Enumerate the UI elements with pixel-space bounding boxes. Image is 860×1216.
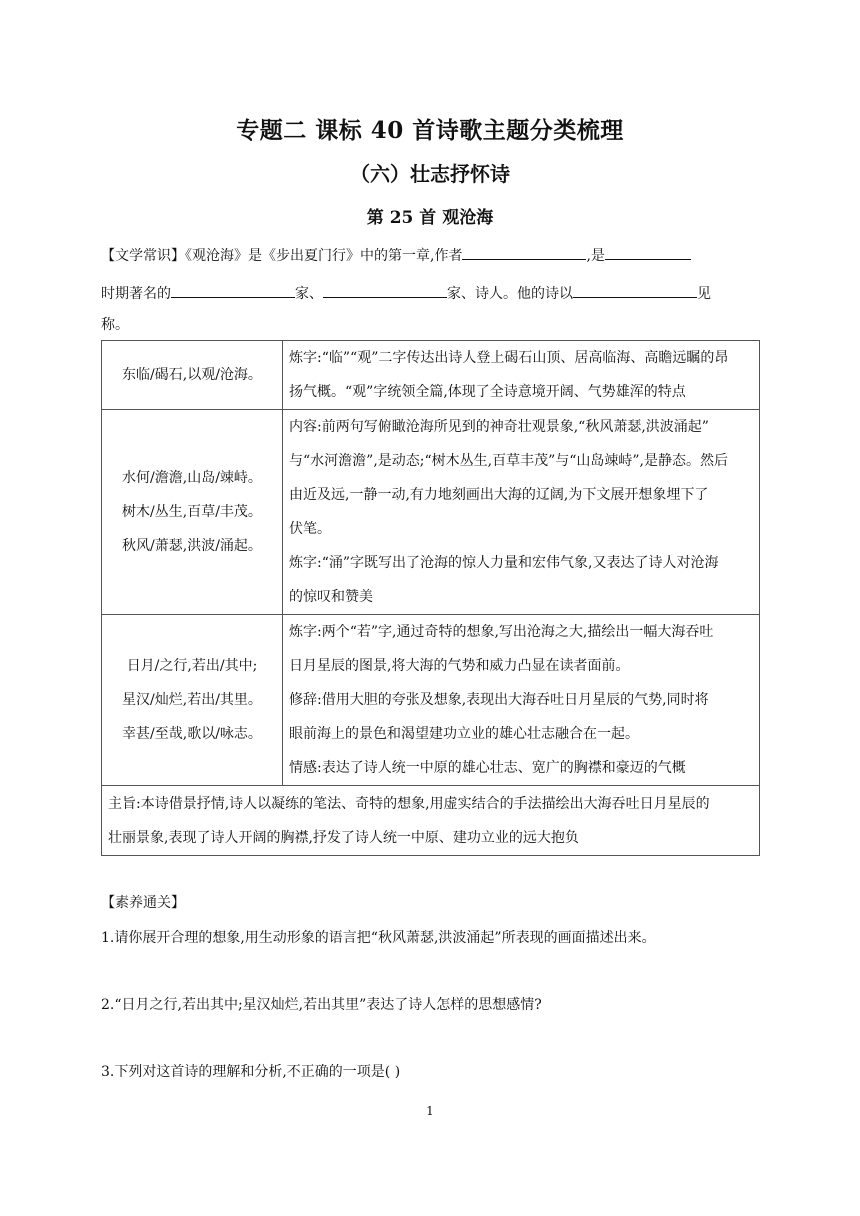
identity-blank-2[interactable] <box>323 283 447 298</box>
knowledge-text: 家、诗人。他的诗以 <box>447 286 573 302</box>
knowledge-text: 时期著名的 <box>101 286 171 302</box>
table-row <box>102 615 760 786</box>
poem-analysis-table <box>101 340 760 856</box>
analysis-line: 的惊叹和赞美 <box>289 589 373 605</box>
poem-title: 第 25 首 观沧海 <box>366 208 494 228</box>
analysis-line: 炼字:“涌”字既写出了沧海的惊人力量和宏伟气象,又表达了诗人对沧海 <box>289 555 719 571</box>
table-row <box>102 786 760 856</box>
theme-cell <box>102 786 760 856</box>
section-subtitle: （六）壮志抒怀诗 <box>350 162 510 186</box>
analysis-cell <box>283 615 760 786</box>
knowledge-line-2 <box>101 283 761 304</box>
page-number: 1 <box>426 1104 434 1118</box>
analysis-line: 日月星辰的图景,将大海的气势和威力凸显在读者面前。 <box>289 658 630 674</box>
analysis-line: 炼字:两个“若”字,通过奇特的想象,写出沧海之大,描绘出一幅大海吞吐 <box>289 624 714 640</box>
analysis-line: 眼前海上的景色和渴望建功立业的雄心壮志融合在一起。 <box>289 726 639 742</box>
analysis-line: 扬气概。“观”字统领全篇,体现了全诗意境开阔、气势雄浑的特点 <box>289 384 686 400</box>
analysis-line: 炼字:“临”“观”二字传达出诗人登上碣石山顶、居高临海、高瞻远瞩的昂 <box>289 350 729 366</box>
analysis-line: 内容:前两句写俯瞰沧海所见到的神奇壮观景象,“秋风萧瑟,洪波涌起” <box>289 419 709 435</box>
analysis-cell <box>283 410 760 615</box>
knowledge-label: 【文学常识】 <box>101 248 185 264</box>
analysis-line: 伏笔。 <box>289 521 331 537</box>
poem-line: 东临/碣石,以观/沧海。 <box>122 367 262 383</box>
knowledge-text: 见 <box>697 286 711 302</box>
analysis-line: 修辞:借用大胆的夸张及想象,表现出大海吞吐日月星辰的气势,同时将 <box>289 692 709 708</box>
knowledge-line-3: 称。 <box>101 317 129 333</box>
poem-line: 星汉/灿烂,若出/其里。 <box>122 692 262 708</box>
knowledge-text: 家、 <box>295 286 323 302</box>
analysis-cell <box>283 341 760 410</box>
question-1: 1.请你展开合理的想象,用生动形象的语言把“秋风萧瑟,洪波涌起”所表现的画面描述出来。 <box>101 930 656 946</box>
knowledge-text: 《观沧海》是《步出夏门行》中的第一章,作者 <box>185 248 463 264</box>
question-2: 2.“日月之行,若出其中;星汉灿烂,若出其里”表达了诗人怎样的思想感情? <box>101 997 542 1013</box>
analysis-line: 与“水河澹澹”,是动态;“树木丛生,百草丰茂”与“山岛竦峙”,是静态。然后 <box>289 453 729 469</box>
poem-line: 秋风/萧瑟,洪波/涌起。 <box>122 538 262 554</box>
poem-line: 树木/丛生,百草/丰茂。 <box>122 504 262 520</box>
knowledge-line-1 <box>101 245 761 266</box>
period-blank[interactable] <box>605 245 691 260</box>
knowledge-text: ,是 <box>586 248 605 264</box>
question-3: 3.下列对这首诗的理解和分析,不正确的一项是( ) <box>101 1064 401 1080</box>
style-blank[interactable] <box>573 283 697 298</box>
poem-line-cell <box>102 341 283 410</box>
poem-line-cell <box>102 410 283 615</box>
practice-label: 【素养通关】 <box>101 895 185 911</box>
analysis-line: 情感:表达了诗人统一中原的雄心壮志、宽广的胸襟和豪迈的气概 <box>289 760 686 776</box>
analysis-line: 由近及远,一静一动,有力地刻画出大海的辽阔,为下文展开想象埋下了 <box>289 487 709 503</box>
identity-blank-1[interactable] <box>171 283 295 298</box>
poem-line: 日月/之行,若出/其中; <box>126 658 258 674</box>
theme-line: 主旨:本诗借景抒情,诗人以凝练的笔法、奇特的想象,用虚实结合的手法描绘出大海吞吐日月星辰的 <box>108 795 710 812</box>
poem-line: 幸甚/至哉,歌以/咏志。 <box>122 726 262 742</box>
page-title: 专题二 课标 40 首诗歌主题分类梳理 <box>236 117 624 144</box>
author-blank[interactable] <box>462 245 586 260</box>
table-row <box>102 410 760 615</box>
poem-line-cell <box>102 615 283 786</box>
poem-line: 水何/澹澹,山岛/竦峙。 <box>122 470 262 486</box>
table-row <box>102 341 760 410</box>
theme-line: 壮丽景象,表现了诗人开阔的胸襟,抒发了诗人统一中原、建功立业的远大抱负 <box>108 829 579 846</box>
